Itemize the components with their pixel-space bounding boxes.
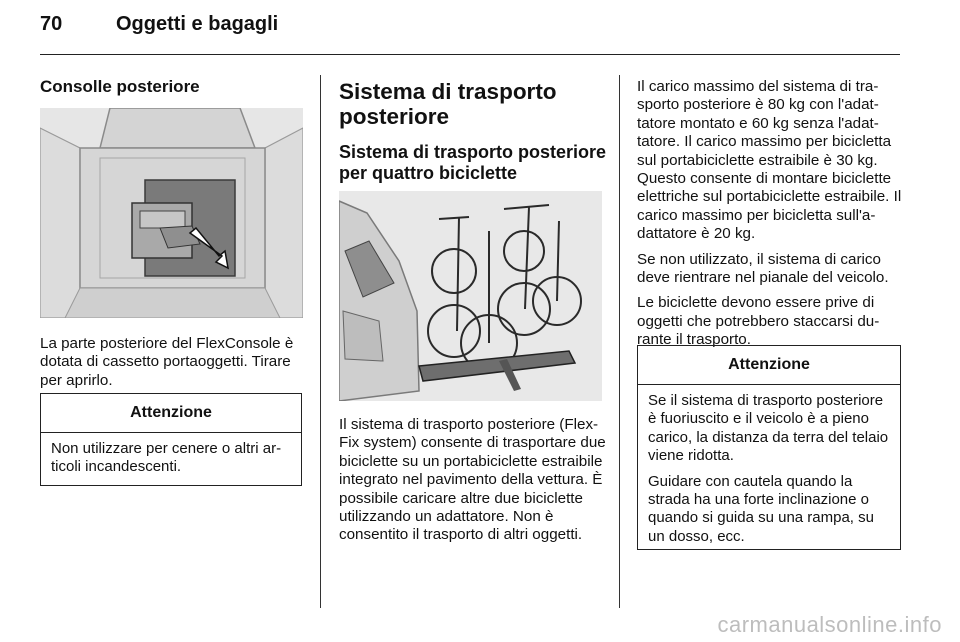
carrier-paragraph bbox=[339, 416, 607, 552]
bike-carrier-icon bbox=[339, 191, 602, 401]
column-divider-2 bbox=[619, 75, 620, 608]
warning-title: Attenzione bbox=[638, 346, 900, 385]
section-heading-carrier: Sistema di trasporto posteriore bbox=[339, 79, 557, 129]
warning-text: Non utilizzare per cenere o altri articoli incandescenti. bbox=[51, 440, 282, 476]
warning-body bbox=[41, 433, 301, 477]
warning-text-drive-carefully: Guidare con cautela quando la strada ha una forte inclinazione o quando si guida su una rampa, su un dosso, ecc. bbox=[648, 472, 874, 545]
watermark: carmanualsonline.info bbox=[717, 612, 942, 637]
right-column-text bbox=[637, 78, 902, 357]
loose-objects-text: Le biciclette devono essere prive di oggetti che potrebbero staccarsi durante il trasporto. bbox=[637, 294, 880, 349]
page-number: 70 bbox=[40, 13, 63, 35]
console-paragraph bbox=[40, 335, 305, 397]
header-rule bbox=[40, 54, 900, 55]
column-divider-1 bbox=[320, 75, 321, 608]
console-text: La parte posteriore del FlexConsole è dotata di cassetto portaoggetti. Tirare per aprirlo. bbox=[40, 335, 294, 389]
retract-text: Se non utilizzato, il sistema di carico deve rientrare nel pianale del veicolo. bbox=[637, 250, 889, 287]
carrier-text: Il sistema di trasporto posteriore (Flex-Fix system) consente di trasportare due biciclette su un portabiciclette estraibile integrato nel pavimento della vettura. È possibile caricare altre due biciclette utilizzando un adattatore. Non è consentito il trasporto di altri oggetti. bbox=[339, 416, 606, 544]
warning-text-ground-clearance: Se il sistema di trasporto posteriore è fuoriuscito e il veicolo è a pieno carico, la distanza da terra del telaio viene ridotta. bbox=[648, 392, 889, 465]
page-title: Oggetti e bagagli bbox=[116, 13, 279, 35]
bike-carrier-illustration bbox=[339, 191, 602, 401]
warning-body bbox=[638, 385, 900, 546]
subheading-four-bikes: Sistema di trasporto posteriore per quattro biciclette bbox=[339, 142, 607, 183]
section-heading-console: Consolle posteriore bbox=[40, 77, 200, 96]
warning-box-console bbox=[40, 393, 302, 486]
console-drawer-icon bbox=[40, 108, 303, 318]
warning-title: Attenzione bbox=[41, 394, 301, 433]
load-limits-text: Il carico massimo del sistema di trasporto posteriore è 80 kg con l'adattatore montato e 60 kg senza l'adattatore. Il carico massimo per bicicletta sul portabiciclette estraibile è 30 kg. Questo consente di montare biciclette elettriche sul portabiciclette estraibile. Il carico massimo per bicicletta sull'adattatore è 20 kg. bbox=[637, 78, 902, 243]
warning-box-carrier bbox=[637, 345, 901, 550]
console-drawer-illustration bbox=[40, 108, 303, 318]
